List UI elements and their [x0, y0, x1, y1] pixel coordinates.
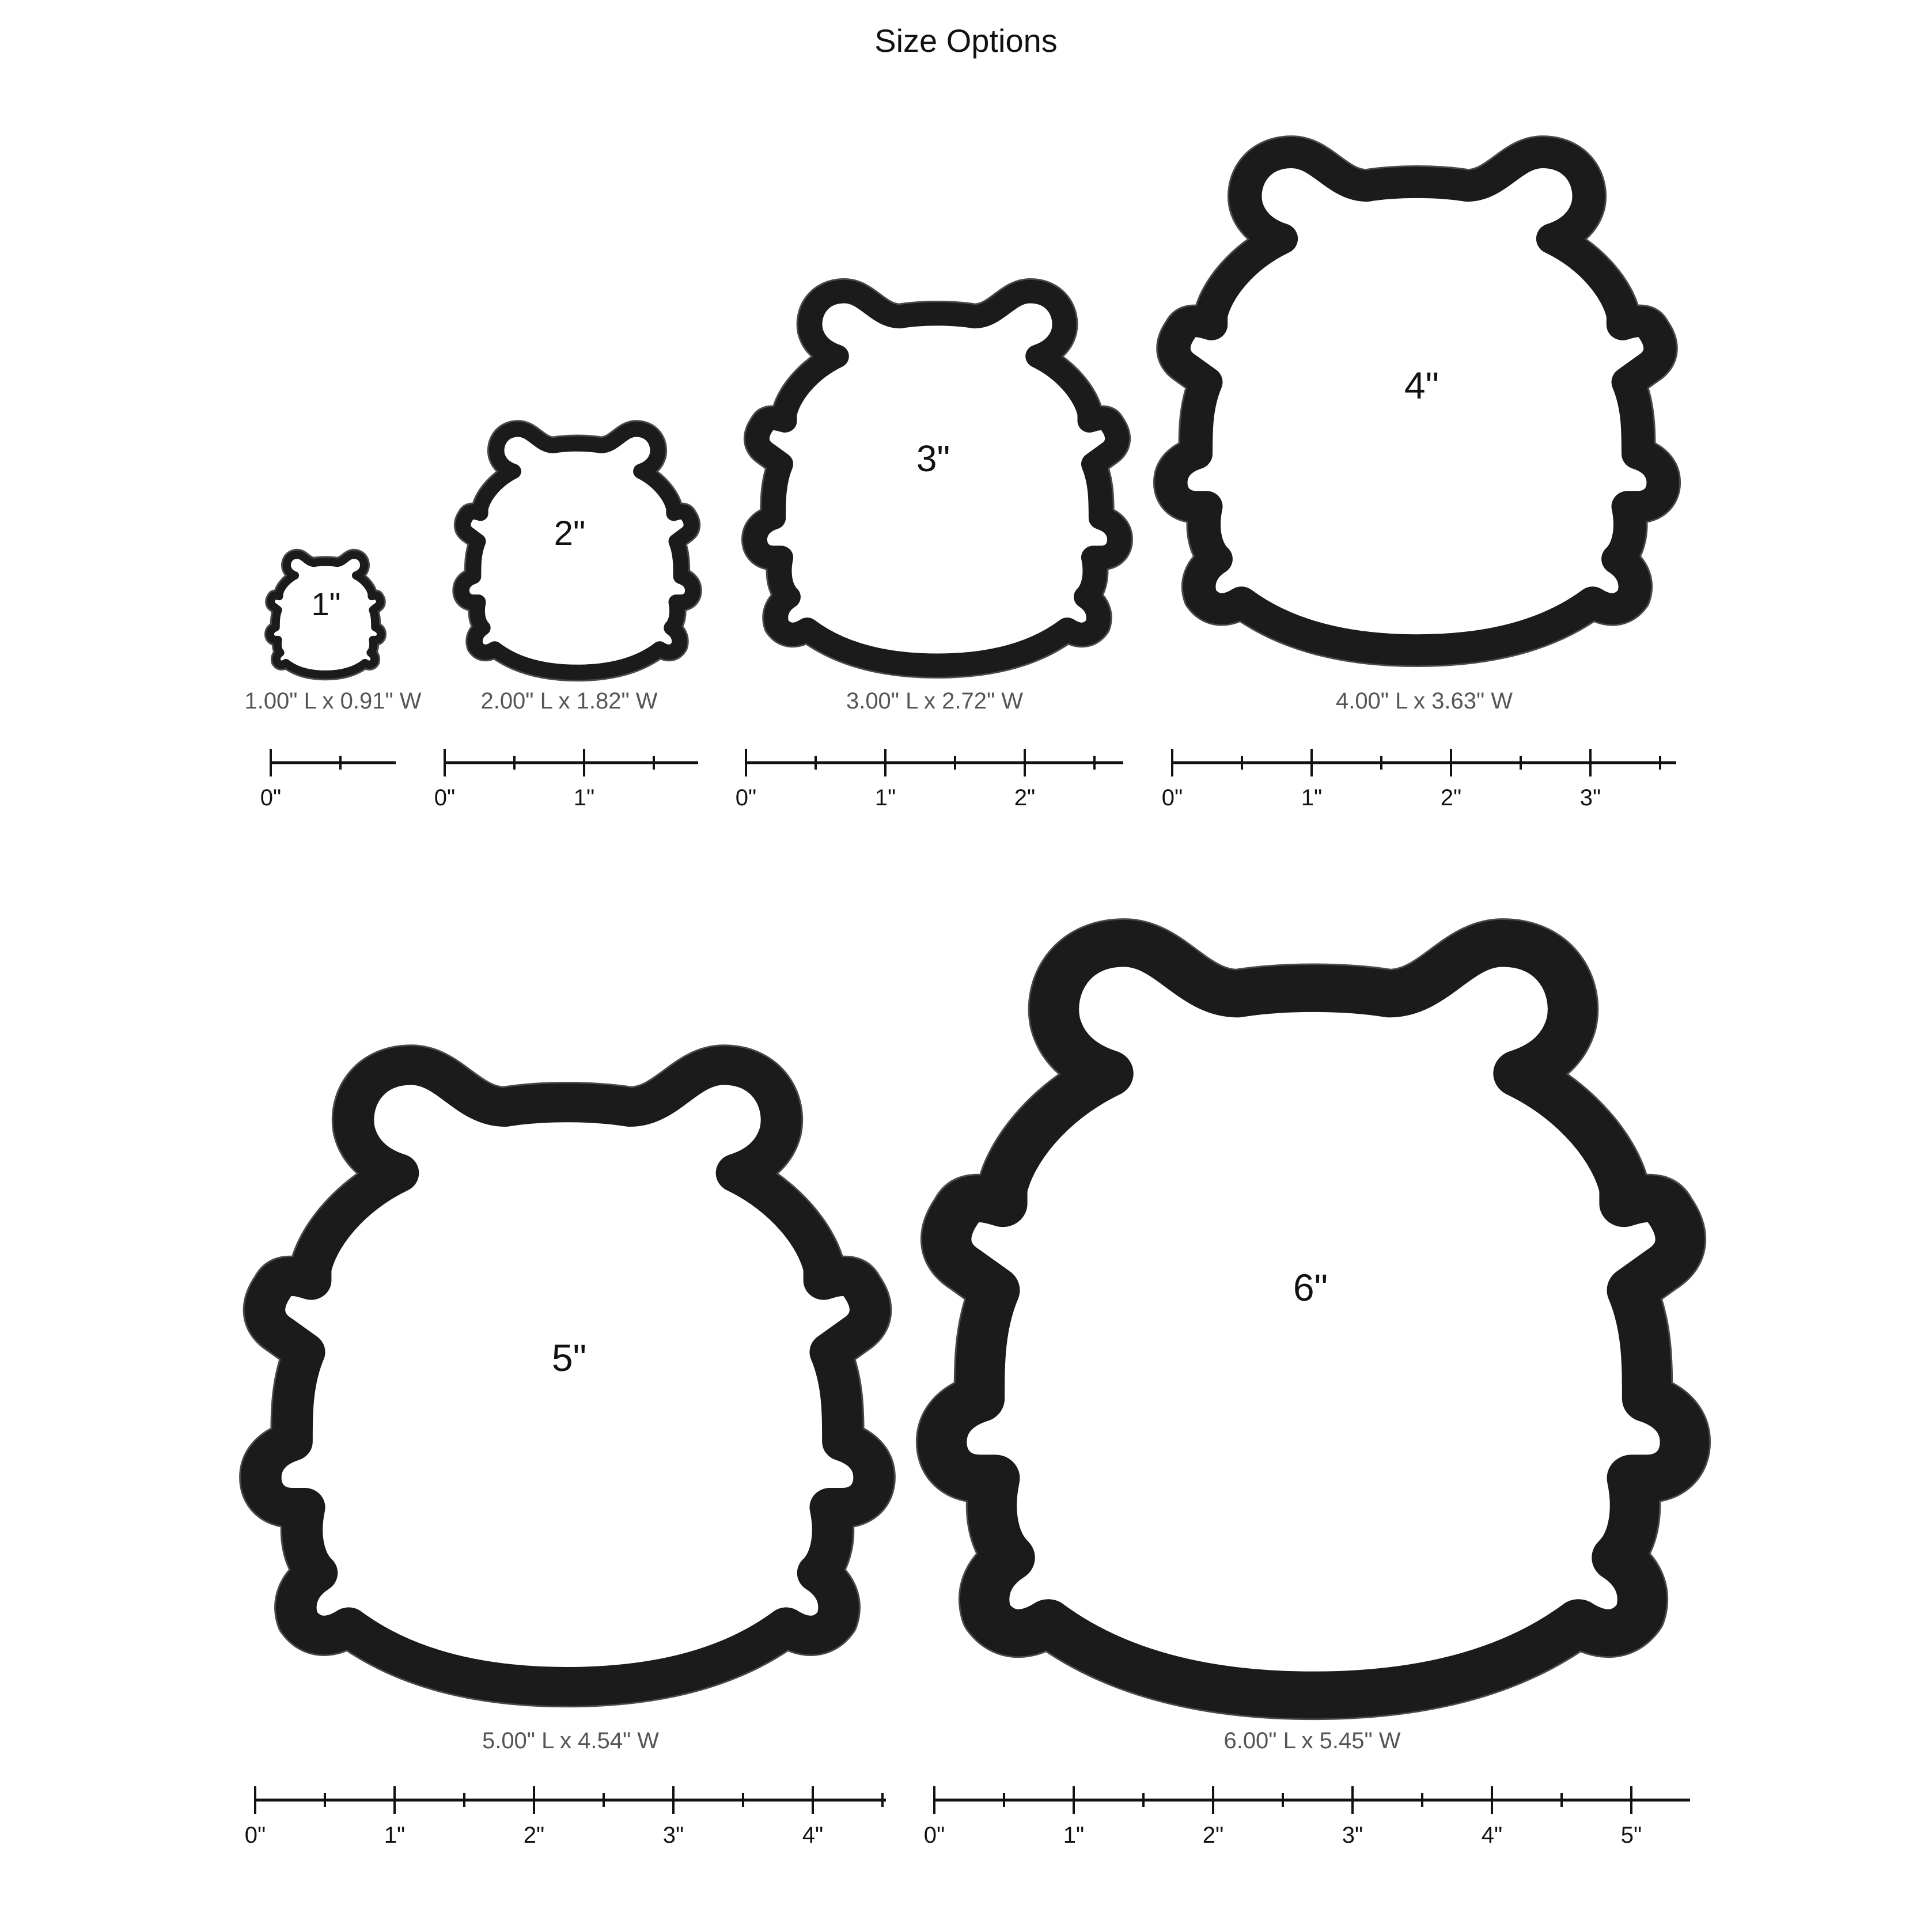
ruler-tick-label: 3"	[662, 1823, 684, 1848]
size-label-5: 5"	[551, 1336, 587, 1379]
dimensions-label-6: 6.00" L x 5.45" W	[1223, 1728, 1401, 1753]
ruler-3	[736, 749, 1123, 810]
dimensions-label-2: 2.00" L x 1.82" W	[480, 688, 658, 714]
dimensions-label-1: 1.00" L x 0.91" W	[244, 688, 422, 714]
ruler-tick-label: 1"	[874, 785, 896, 810]
ruler-tick-label: 0"	[923, 1823, 945, 1848]
ruler-tick-label: 1"	[1063, 1823, 1085, 1848]
ruler-tick-label: 2"	[1440, 785, 1462, 810]
cutters-layer	[261, 153, 1684, 1695]
ruler-tick-label: 0"	[434, 785, 456, 810]
ruler-tick-label: 0"	[1161, 785, 1183, 810]
ruler-tick-label: 2"	[1014, 785, 1036, 810]
size-label-1: 1"	[311, 586, 341, 622]
size-label-2: 2"	[554, 514, 586, 552]
ruler-5	[245, 1786, 886, 1848]
cutter-wall	[942, 944, 1685, 1695]
ruler-1	[260, 749, 396, 810]
ruler-tick-label: 0"	[260, 785, 282, 810]
ruler-tick-label: 3"	[1579, 785, 1601, 810]
ruler-tick-label: 0"	[244, 1823, 266, 1848]
ruler-6	[924, 1786, 1690, 1848]
cookie-cutter-6	[942, 944, 1685, 1695]
size-label-6: 6"	[1293, 1266, 1328, 1309]
ruler-tick-label: 0"	[735, 785, 757, 810]
ruler-tick-label: 5"	[1620, 1823, 1642, 1848]
ruler-4	[1162, 749, 1676, 810]
dimensions-label-5: 5.00" L x 4.54" W	[482, 1728, 660, 1753]
ruler-tick-label: 2"	[523, 1823, 545, 1848]
ruler-tick-label: 4"	[1481, 1823, 1503, 1848]
ruler-tick-label: 1"	[384, 1823, 406, 1848]
ruler-tick-label: 2"	[1202, 1823, 1224, 1848]
ruler-tick-label: 4"	[802, 1823, 824, 1848]
ruler-tick-label: 1"	[573, 785, 595, 810]
ruler-tick-label: 1"	[1301, 785, 1323, 810]
ruler-2	[434, 749, 698, 810]
page-title: Size Options	[874, 22, 1058, 59]
dimensions-label-4: 4.00" L x 3.63" W	[1335, 688, 1513, 714]
size-label-4: 4"	[1404, 364, 1439, 407]
ruler-tick-label: 3"	[1342, 1823, 1363, 1848]
dimensions-label-3: 3.00" L x 2.72" W	[846, 688, 1024, 714]
size-label-3: 3"	[916, 438, 950, 479]
